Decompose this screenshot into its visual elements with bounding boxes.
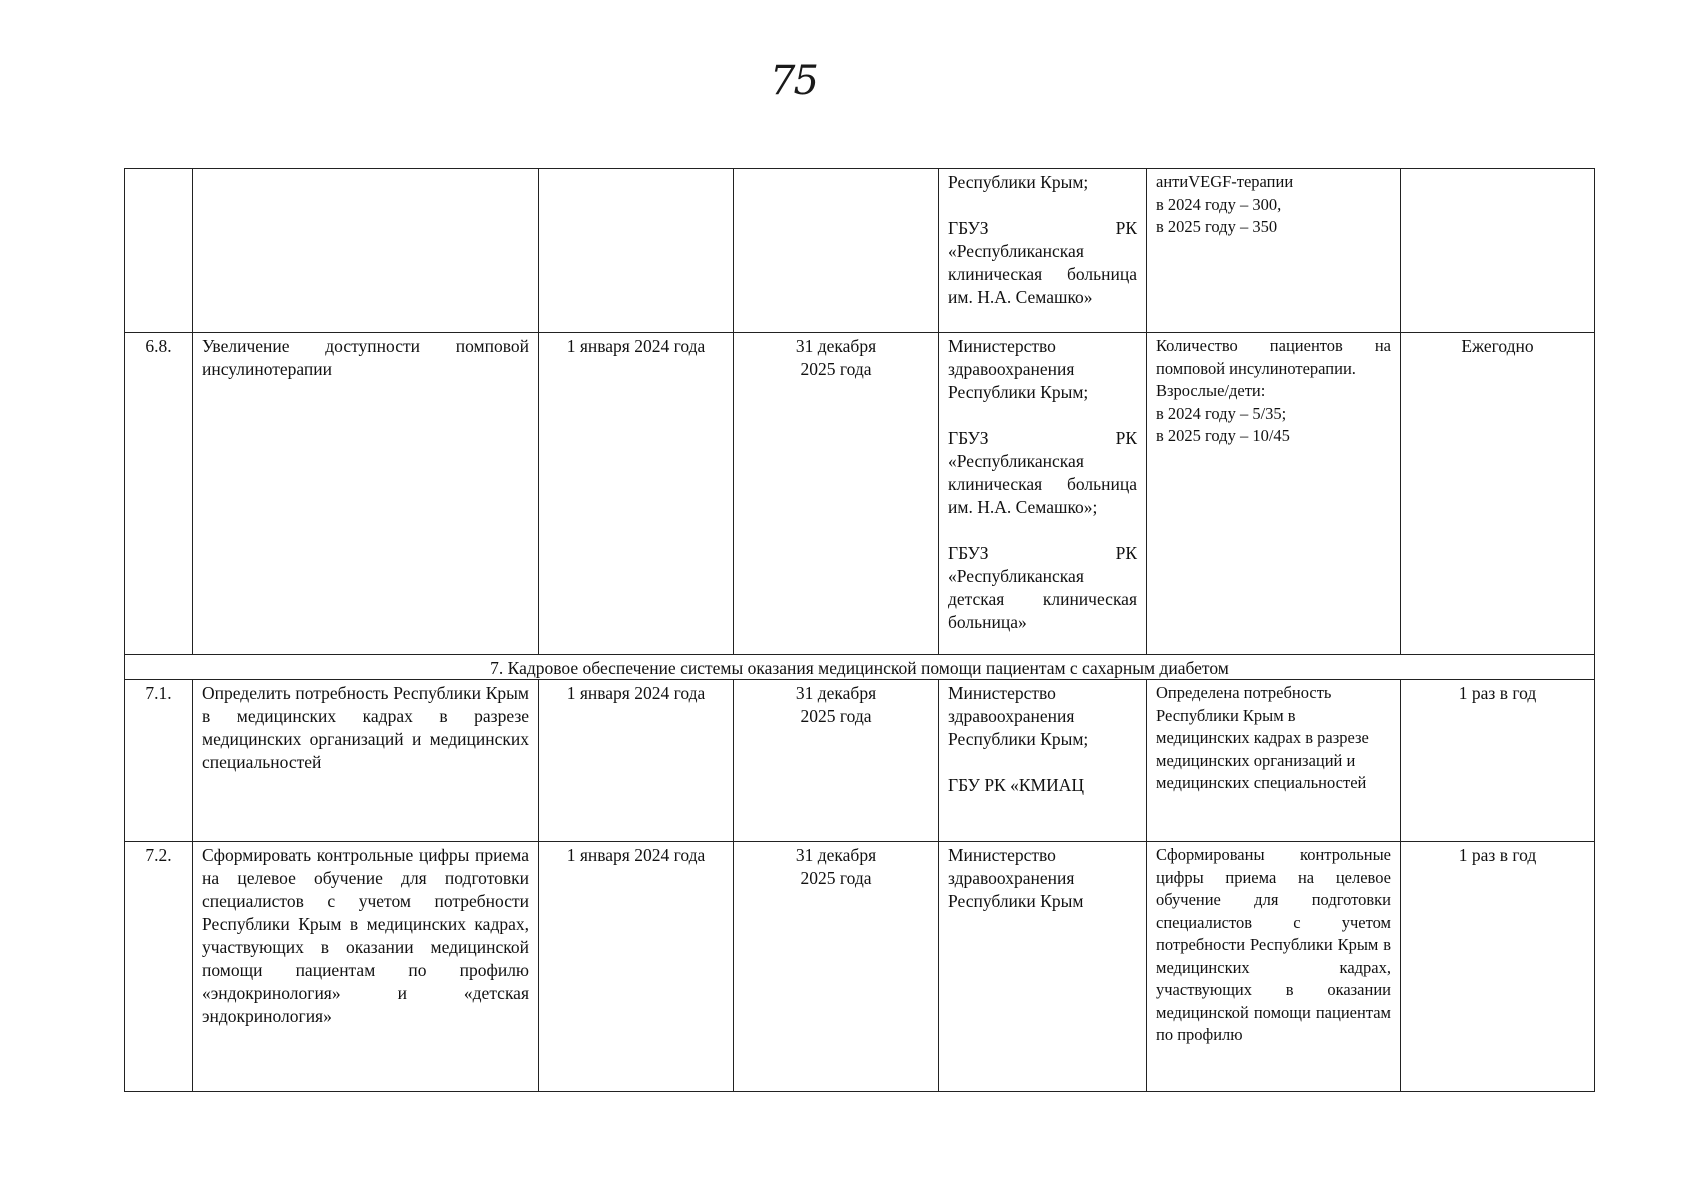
responsible-text: «Республиканская детская клиническая больница» <box>948 566 1137 632</box>
cell-start <box>539 169 734 333</box>
result-text: в 2025 году – 350 <box>1156 217 1278 236</box>
end-date-text: 2025 года <box>800 706 872 726</box>
section-heading-row <box>125 655 1595 680</box>
result-text: в 2025 году – 10/45 <box>1156 426 1290 445</box>
cell-num: 7.1. <box>125 680 193 842</box>
responsible-text: РК <box>1115 543 1137 563</box>
result-text: антиVEGF-терапии <box>1156 172 1294 191</box>
page-number: 75 <box>770 58 817 104</box>
cell-result <box>1147 333 1401 655</box>
responsible-text: ГБУЗ <box>948 428 989 448</box>
cell-period: 1 раз в год <box>1401 680 1595 842</box>
section-title: 7. Кадровое обеспечение системы оказания медицинской помощи пациентам с сахарным диабетом <box>125 655 1595 680</box>
responsible-org-line <box>948 427 1137 450</box>
cell-event <box>193 169 539 333</box>
responsible-text: «Республиканская клиническая больница им. Н.А. Семашко»; <box>948 451 1137 517</box>
responsible-text: ГБУЗ <box>948 218 989 238</box>
responsible-text: РК <box>1115 428 1137 448</box>
cell-start: 1 января 2024 года <box>539 333 734 655</box>
cell-end <box>734 333 939 655</box>
result-text: в 2024 году – 300, <box>1156 194 1282 214</box>
cell-num: 6.8. <box>125 333 193 655</box>
cell-period: Ежегодно <box>1401 333 1595 655</box>
responsible-text: Министерство здравоохранения Республики Крым <box>948 845 1084 911</box>
cell-end <box>734 169 939 333</box>
cell-responsible <box>939 333 1147 655</box>
responsible-org-line <box>948 542 1137 565</box>
responsible-text: РК <box>1115 218 1137 238</box>
table-row-7-2 <box>125 842 1595 1092</box>
end-date-text: 31 декабря <box>795 683 877 703</box>
cell-start: 1 января 2024 года <box>539 842 734 1092</box>
cell-result: Определена потребность Республики Крым в медицинских кадрах в разрезе медицинских организаций и медицинских специальностей <box>1147 680 1401 842</box>
responsible-text: Министерство здравоохранения Республики Крым; <box>948 336 1089 402</box>
activity-plan-table <box>124 168 1595 1092</box>
cell-num <box>125 169 193 333</box>
responsible-text: «Республиканская клиническая больница им. Н.А. Семашко» <box>948 241 1137 307</box>
result-text: в 2024 году – 5/35; <box>1156 403 1287 423</box>
cell-result: Сформированы контрольные цифры приема на целевое обучение для подготовки специалистов с учетом потребности Республики Крым в медицинских кадрах, участвующих в оказании медицинской помощи пациентам по профилю <box>1147 842 1401 1092</box>
responsible-org-line <box>948 217 1137 240</box>
cell-result <box>1147 169 1401 333</box>
result-text: Количество пациентов на помповой инсулинотерапии. <box>1156 336 1391 378</box>
result-text: Взрослые/дети: <box>1156 381 1266 400</box>
table-row-6-8 <box>125 333 1595 655</box>
cell-responsible <box>939 842 1147 1092</box>
responsible-text: Республики Крым; <box>948 172 1089 192</box>
responsible-text: Министерство здравоохранения Республики Крым; <box>948 683 1089 749</box>
cell-end <box>734 680 939 842</box>
responsible-text: ГБУ РК «КМИАЦ <box>948 775 1084 795</box>
end-date-text: 31 декабря <box>795 845 877 865</box>
cell-responsible <box>939 680 1147 842</box>
cell-end <box>734 842 939 1092</box>
cell-num: 7.2. <box>125 842 193 1092</box>
cell-period: 1 раз в год <box>1401 842 1595 1092</box>
cell-event: Определить потребность Республики Крым в медицинских кадрах в разрезе медицинских организаций и медицинских специальностей <box>193 680 539 842</box>
table-row-7-1 <box>125 680 1595 842</box>
end-date-text: 2025 года <box>800 868 872 888</box>
cell-start: 1 января 2024 года <box>539 680 734 842</box>
table-row-continuation <box>125 169 1595 333</box>
cell-responsible <box>939 169 1147 333</box>
end-date-text: 31 декабря <box>795 336 877 356</box>
cell-event: Увеличение доступности помповой инсулинотерапии <box>193 333 539 655</box>
end-date-text: 2025 года <box>800 359 872 379</box>
cell-event: Сформировать контрольные цифры приема на целевое обучение для подготовки специалистов с учетом потребности Республики Крым в медицинских кадрах, участвующих в оказании медицинской помощи пациентам по профилю «эндокринология» и «детская эндокринология» <box>193 842 539 1092</box>
cell-period <box>1401 169 1595 333</box>
responsible-text: ГБУЗ <box>948 543 989 563</box>
